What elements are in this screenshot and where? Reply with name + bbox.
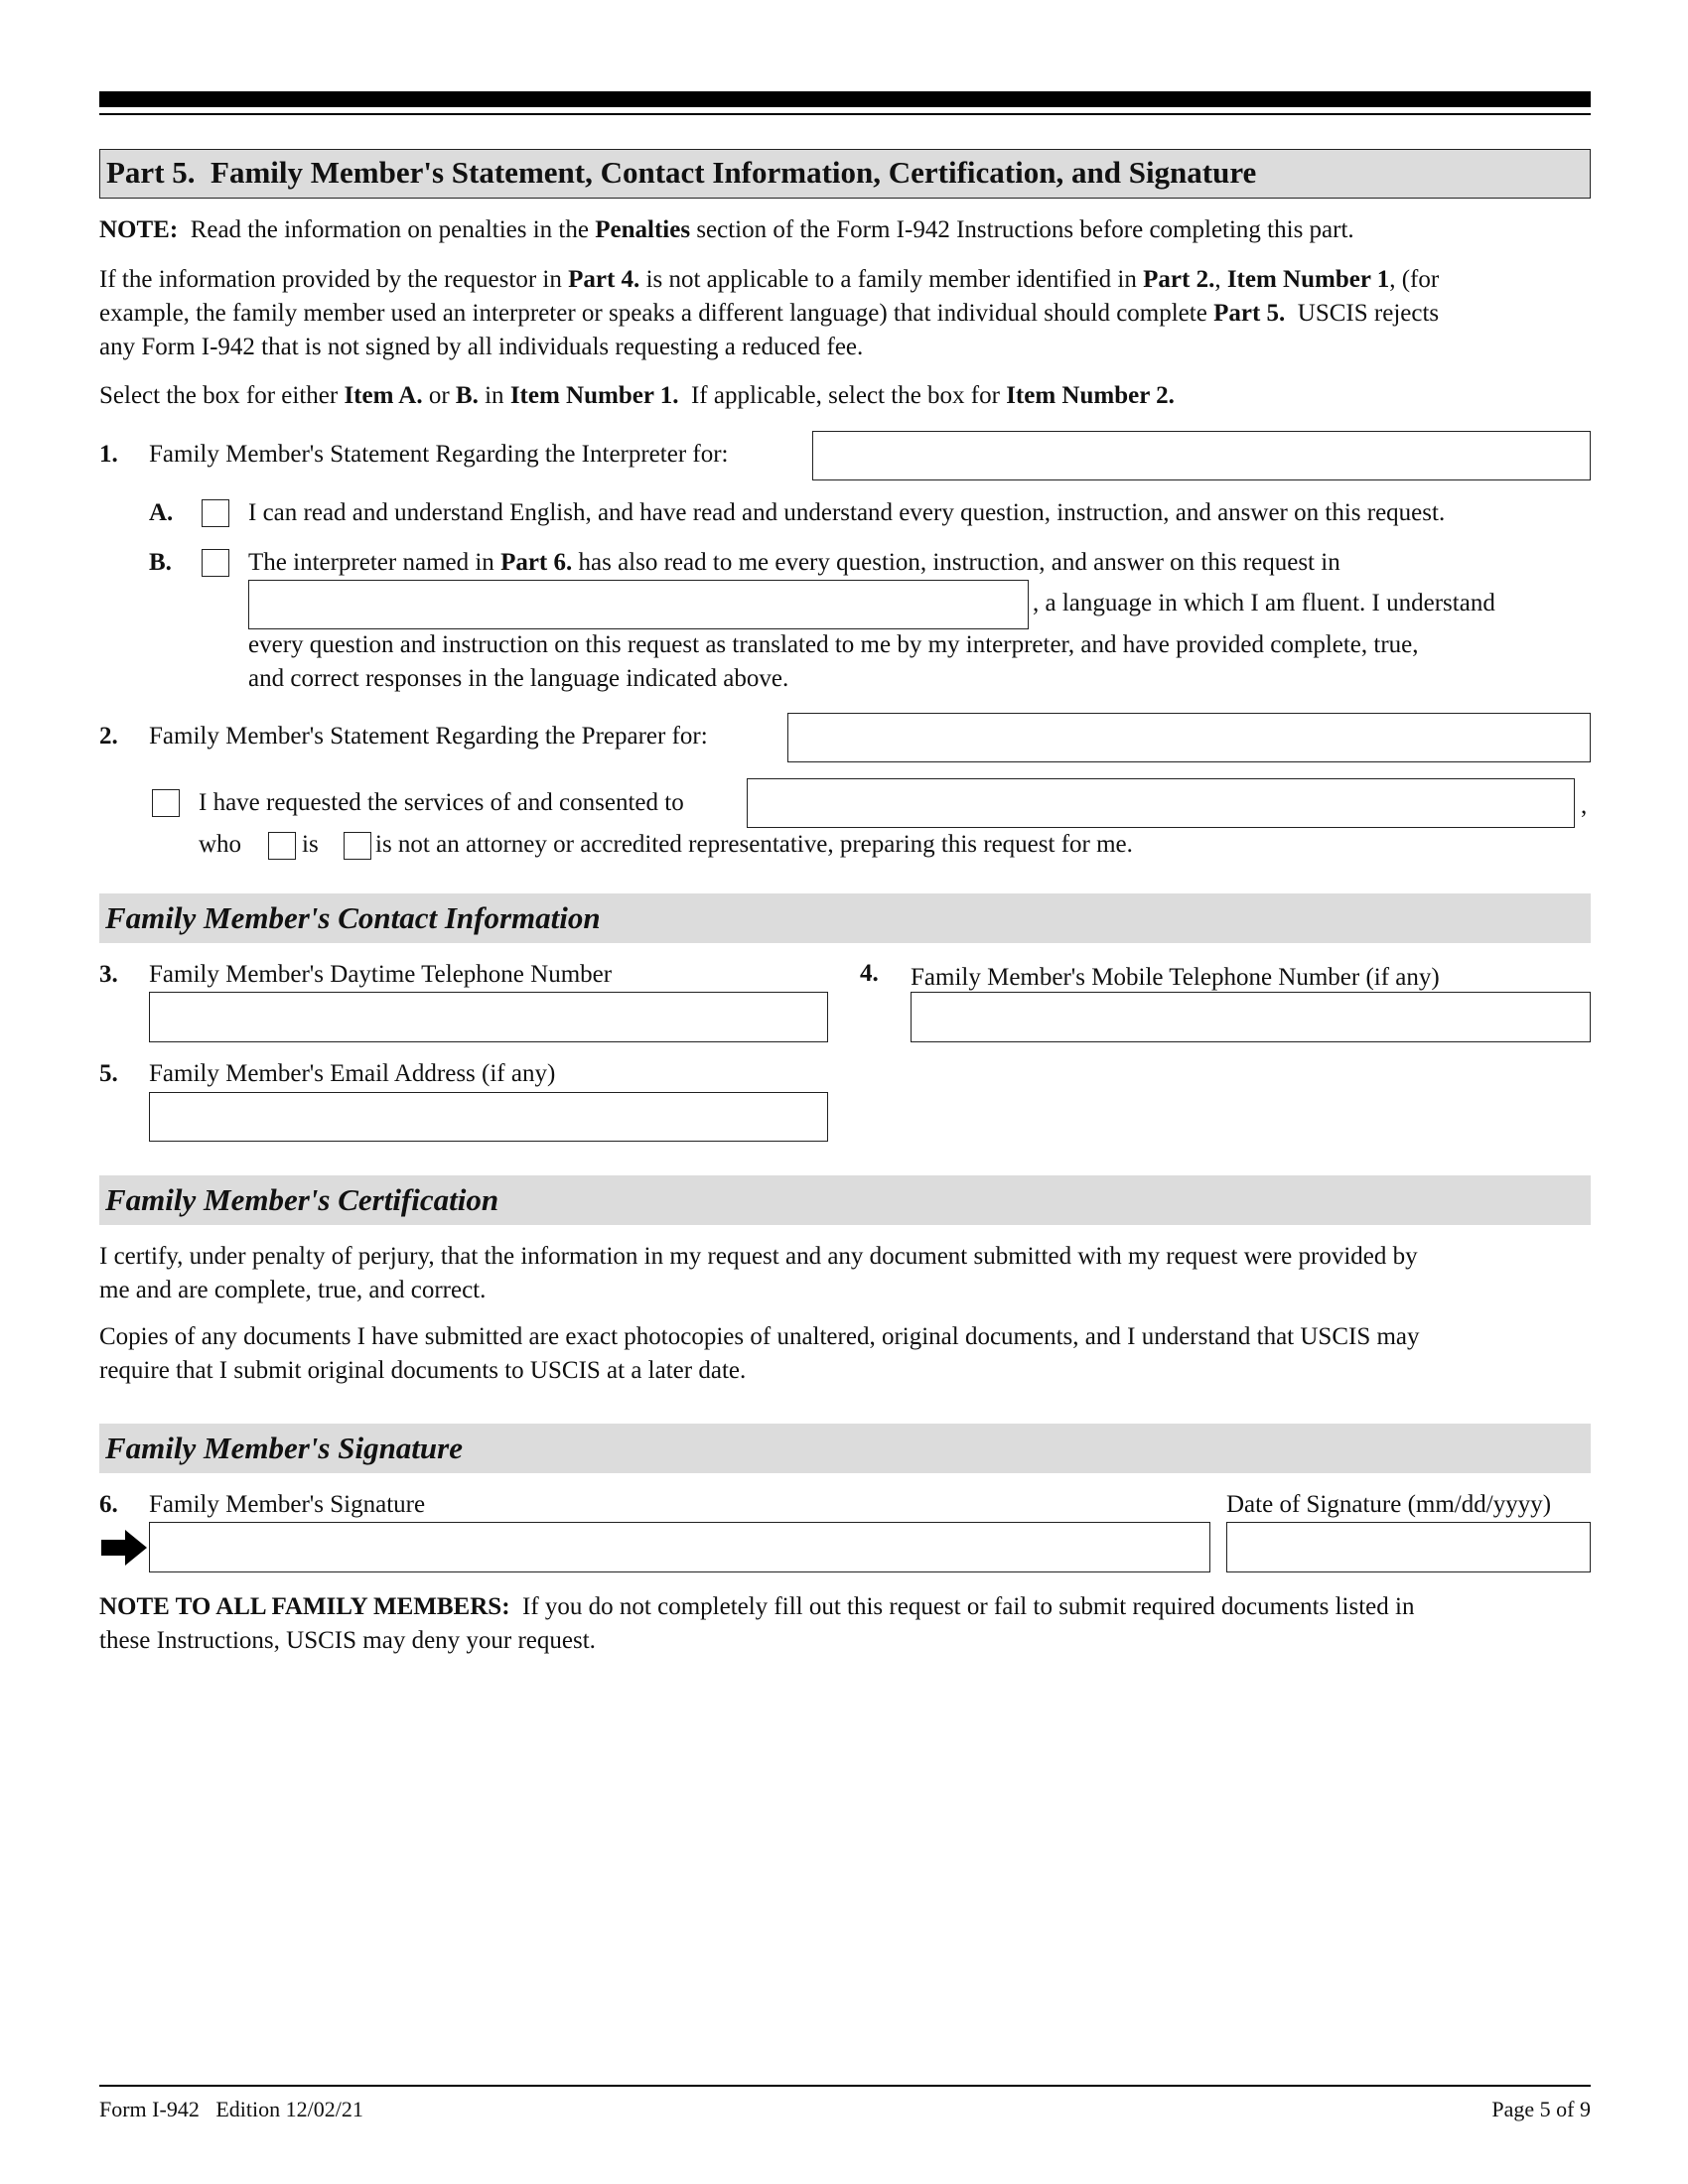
item1-language-field[interactable] [248, 580, 1029, 629]
intro-bold: Part 5. [1213, 300, 1286, 327]
daytime-phone-field[interactable] [149, 992, 828, 1042]
item1-option-a-checkbox[interactable] [202, 499, 229, 527]
item1-option-a-letter: A. [149, 499, 174, 526]
certification-section-title: Family Member's Certification [105, 1182, 499, 1217]
item2-consent-checkbox[interactable] [152, 789, 180, 817]
intro-line-1 [99, 263, 1439, 297]
signature-date-label: Date of Signature (mm/dd/yyyy) [1226, 1491, 1552, 1518]
item5-label: Family Member's Email Address (if any) [149, 1060, 556, 1087]
select-text: Select the box for either [99, 382, 339, 409]
part-number: Part 5. [106, 155, 196, 190]
item2-is-not-text: is not an attorney or accredited representative, preparing this request for me. [375, 831, 1133, 858]
intro-text: If the information provided by the requestor in [99, 266, 562, 293]
top-thin-rule [99, 113, 1591, 115]
select-instruction [99, 379, 1175, 413]
footer-page-number: Page 5 of 9 [1491, 2097, 1591, 2121]
item1-interpreter-for-field[interactable] [812, 431, 1591, 480]
signature-section-title: Family Member's Signature [105, 1431, 463, 1465]
certification-para2-line2: require that I submit original documents to USCIS at a later date. [99, 1357, 747, 1384]
final-note-line2: these Instructions, USCIS may deny your request. [99, 1627, 596, 1654]
item2-is-checkbox[interactable] [268, 832, 296, 860]
select-bold: Item A. [344, 382, 423, 409]
item1-option-b-line1 [248, 546, 1340, 580]
select-bold: Item Number 1. [509, 382, 679, 409]
item2-comma: , [1581, 792, 1588, 819]
item2-label: Family Member's Statement Regarding the Preparer for: [149, 723, 708, 750]
item1-label: Family Member's Statement Regarding the Interpreter for: [149, 441, 729, 468]
footer-form: Form I-942 [99, 2097, 200, 2121]
intro-line-3 [99, 331, 863, 364]
item4-number: 4. [860, 960, 879, 987]
item6-number: 6. [99, 1491, 118, 1518]
item2-number: 2. [99, 723, 118, 750]
certification-para2-line1: Copies of any documents I have submitted are exact photocopies of unaltered, original documents, and I understand that USCIS may [99, 1323, 1420, 1350]
item2-is-label: is [302, 831, 319, 858]
select-bold: B. [455, 382, 479, 409]
intro-bold: Part 4. [568, 266, 640, 293]
footer-edition: Edition 12/02/21 [215, 2097, 363, 2121]
option-b-text: The interpreter named in [248, 549, 494, 576]
item2-preparer-for-field[interactable] [787, 713, 1591, 762]
item2-who: who [199, 831, 242, 858]
note-text-2: section of the Form I-942 Instructions before completing this part. [696, 216, 1354, 243]
item1-option-b-line2: , a language in which I am fluent. I understand [1033, 590, 1495, 616]
item3-number: 3. [99, 961, 118, 988]
intro-text: any Form I-942 that is not signed by all individuals requesting a reduced fee. [99, 334, 864, 360]
intro-line-2 [99, 297, 1439, 331]
mobile-phone-field[interactable] [911, 992, 1591, 1042]
item1-option-b-letter: B. [149, 549, 172, 576]
note-text-1: Read the information on penalties in the [190, 216, 589, 243]
intro-text: , [1214, 266, 1221, 293]
intro-bold: Item Number 1 [1226, 266, 1390, 293]
top-thick-rule [99, 91, 1591, 107]
item4-label: Family Member's Mobile Telephone Number (if any) [911, 964, 1440, 991]
select-bold: Item Number 2. [1006, 382, 1175, 409]
item2-is-not-checkbox[interactable] [344, 832, 371, 860]
item2-preparer-name-field[interactable] [747, 778, 1575, 828]
signature-date-field[interactable] [1226, 1522, 1591, 1572]
item1-number: 1. [99, 441, 118, 468]
select-text: in [485, 382, 504, 409]
final-note-line1 [99, 1590, 1414, 1624]
note-label: NOTE: [99, 216, 179, 243]
option-b-bold: Part 6. [500, 549, 573, 576]
certification-para1-line2: me and are complete, true, and correct. [99, 1277, 487, 1303]
note-paragraph [99, 213, 1354, 247]
item1-option-b-line4: and correct responses in the language indicated above. [248, 665, 789, 692]
intro-text: , (for [1389, 266, 1440, 293]
intro-text: example, the family member used an interpreter or speaks a different language) that individual should complete [99, 300, 1207, 327]
arrow-right-icon [101, 1530, 147, 1566]
item5-number: 5. [99, 1060, 118, 1087]
item3-label: Family Member's Daytime Telephone Number [149, 961, 613, 988]
part-header [99, 149, 1591, 199]
intro-text: is not applicable to a family member identified in [645, 266, 1137, 293]
select-text: If applicable, select the box for [690, 382, 1000, 409]
item1-option-b-checkbox[interactable] [202, 549, 229, 577]
email-field[interactable] [149, 1092, 828, 1142]
item6-label: Family Member's Signature [149, 1491, 426, 1518]
intro-text: USCIS rejects [1297, 300, 1440, 327]
item1-option-b-line3: every question and instruction on this request as translated to me by my interpreter, and have provided complete, true, [248, 631, 1419, 658]
option-b-text: has also read to me every question, instruction, and answer on this request in [578, 549, 1340, 576]
final-note-text: If you do not completely fill out this request or fail to submit required documents listed in [522, 1593, 1415, 1620]
contact-section-title: Family Member's Contact Information [105, 900, 601, 935]
item2-consent-text: I have requested the services of and consented to [199, 789, 684, 816]
item1-option-a-text: I can read and understand English, and have read and understand every question, instruction, and answer on this request. [248, 499, 1446, 526]
final-note-label: NOTE TO ALL FAMILY MEMBERS: [99, 1593, 510, 1620]
intro-bold: Part 2. [1143, 266, 1215, 293]
note-penalties: Penalties [595, 216, 691, 243]
select-text: or [428, 382, 450, 409]
certification-para1-line1: I certify, under penalty of perjury, that the information in my request and any document submitted with my request were provided by [99, 1243, 1418, 1270]
signature-field[interactable] [149, 1522, 1210, 1572]
footer-rule [99, 2085, 1591, 2087]
part-title: Family Member's Statement, Contact Information, Certification, and Signature [211, 155, 1257, 190]
footer-form-info [99, 2095, 363, 2124]
